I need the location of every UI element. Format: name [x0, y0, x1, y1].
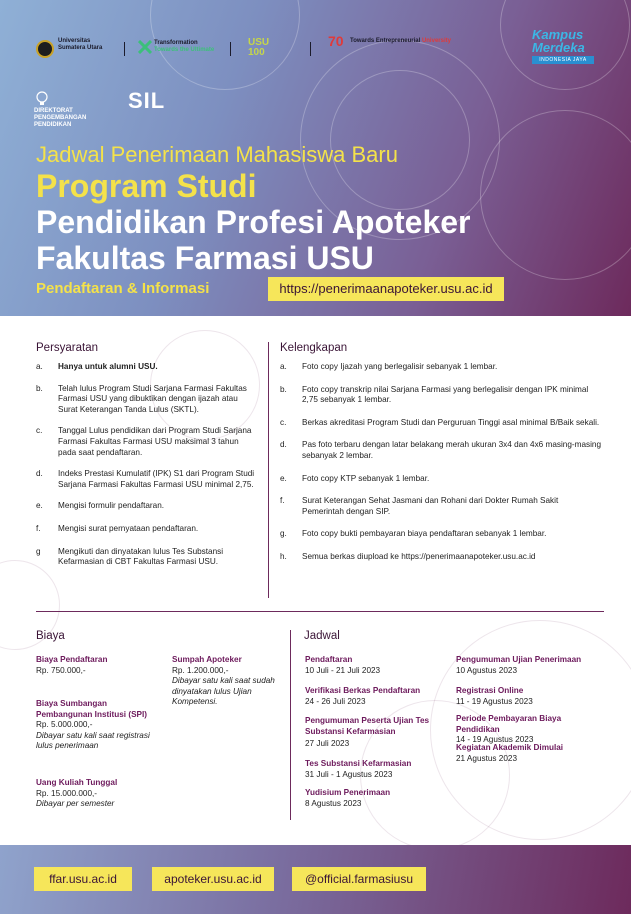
biaya-ukt: Uang Kuliah Tunggal Rp. 15.000.000,- Dibayar per semester: [36, 778, 118, 809]
kelengkapan-list: [280, 362, 602, 563]
kelengkapan-title: Kelengkapan: [280, 342, 348, 354]
usu100-text: USU 100: [248, 37, 270, 58]
persyaratan-list: [36, 362, 258, 568]
registration-url-link[interactable]: https://penerimaanapoteker.usu.ac.id: [268, 277, 504, 301]
x-mark-icon: [138, 40, 152, 54]
biaya-title: Biaya: [36, 630, 65, 642]
usu-logo-line1: Universitas: [58, 38, 91, 44]
list-item: b. Telah lulus Program Studi Sarjana Farmasi Fakultas Farmasi USU yang dibuktikan dengan ijazah atau Surat Keterangan Tanda Lulus (SKTL).: [36, 383, 247, 414]
list-item: a. Foto copy Ijazah yang berlegalisir sebanyak 1 lembar.: [280, 362, 498, 371]
logo-divider: [124, 42, 125, 56]
usu-logo: [36, 38, 102, 52]
transformation-line2: Towards the Ultimate: [154, 47, 215, 53]
merdeka-text: Merdeka: [532, 40, 585, 55]
biaya-pendaftaran: Biaya Pendaftaran Rp. 750.000,-: [36, 655, 108, 675]
usu100-logo: [248, 38, 290, 58]
list-item: g. Foto copy bukti pembayaran biaya pendaftaran sebanyak 1 lembar.: [280, 529, 547, 539]
jadwal-item: Kegiatan Akademik Dimulai 21 Agustus 2023: [456, 743, 564, 763]
decorative-pattern: [480, 110, 631, 280]
list-item: g Mengikuti dan dinyatakan lulus Tes Substansi Kefarmasian di CBT Fakultas Farmasi USU.: [36, 546, 224, 567]
list-item: e. Mengisi formulir pendaftaran.: [36, 501, 165, 511]
transformation-line1: Transformation: [154, 40, 198, 46]
persyaratan-section: [36, 342, 258, 568]
list-item: d. Indeks Prestasi Kumulatif (IPK) S1 dari Program Studi Sarjana Farmasi Fakultas Farmasi USU minimal 2,75.: [36, 469, 255, 489]
list-item: c. Tanggal Lulus pendidikan dari Program Studi Sarjana Farmasi Fakultas Farmasi USU maksimal 3 tahun pada saat pendaftaran.: [36, 426, 252, 457]
apoteker-link[interactable]: apoteker.usu.ac.id: [152, 867, 274, 891]
list-item: e. Foto copy KTP sebanyak 1 lembar.: [280, 473, 430, 483]
column-divider: [290, 630, 291, 820]
jadwal-item: Pengumuman Peserta Ujian Tes Substansi Kefarmasian 27 Juli 2023: [305, 716, 430, 749]
title-profesi-apoteker: Pendidikan Profesi Apoteker: [36, 204, 471, 240]
lightbulb-icon: [34, 90, 50, 106]
jadwal-item: Periode Pembayaran Biaya Pendidikan 14 - 19 Agustus 2023: [456, 714, 562, 745]
dpp-logo: [34, 90, 86, 129]
jadwal-item: Yudisium Penerimaan 8 Agustus 2023: [305, 788, 391, 808]
title-program-studi: Program Studi: [36, 168, 257, 204]
kampus-merdeka-logo: [532, 28, 602, 68]
jadwal-item: Tes Substansi Kefarmasian 31 Juli - 1 Agustus 2023: [305, 759, 412, 779]
header-subtitle: Jadwal Penerimaan Mahasiswa Baru: [36, 142, 398, 167]
list-item: f. Surat Keterangan Sehat Jasmani dan Rohani dari Dokter Rumah Sakit Pemerintah dengan SIP.: [280, 496, 559, 516]
seventy-mark-icon: 70: [328, 33, 344, 49]
list-item: h. Semua berkas diupload ke https://penerimaanapoteker.usu.ac.id: [280, 551, 536, 561]
sil-text: SIL: [128, 88, 166, 113]
jadwal-title: Jadwal: [304, 630, 340, 642]
jadwal-item: Pendaftaran 10 Juli - 21 Juli 2023: [305, 655, 381, 675]
dpp-line1: DIREKTORAT: [34, 108, 73, 114]
seventy-line2: Entrepreneurial: [375, 38, 421, 44]
seventy-logo: [328, 33, 451, 49]
list-item: d. Pas foto terbaru dengan latar belakang merah ukuran 3x4 dan 4x6 masing-masing sebanyak 2 lembar.: [280, 440, 602, 460]
logo-divider: [310, 42, 311, 56]
kampus-text: Kampus: [532, 27, 584, 42]
jadwal-item: Pengumuman Ujian Penerimaan 10 Agustus 2023: [456, 655, 582, 675]
list-item: b. Foto copy transkrip nilai Sarjana Farmasi yang berlegalisir dengan IPK minimal 2,75 sebanyak 1 lembar.: [280, 384, 589, 405]
seventy-line1: Towards: [350, 38, 375, 44]
section-divider: [36, 611, 604, 612]
list-item: a. Hanya untuk alumni USU.: [36, 362, 158, 371]
biaya-spi: Biaya Sumbangan Pembangunan Institusi (SPI) Rp. 5.000.000,- Dibayar satu kali saat registrasi lulus penerimaan: [36, 699, 150, 751]
jadwal-section: [304, 630, 340, 642]
column-divider: [268, 342, 269, 598]
transformation-logo: [138, 40, 214, 54]
decorative-pattern: [330, 70, 470, 210]
biaya-sumpah: Sumpah Apoteker Rp. 1.200.000,- Dibayar satu kali saat sudah dinyatakan lulus Ujian Kompetensi.: [172, 655, 275, 707]
list-item: c. Berkas akreditasi Program Studi dan Perguruan Tinggi asal minimal B/Baik sekali.: [280, 417, 600, 427]
dpp-line3: PENDIDIKAN: [34, 122, 72, 128]
list-item: f. Mengisi surat pernyataan pendaftaran.: [36, 523, 199, 533]
persyaratan-title: Persyaratan: [36, 342, 99, 354]
footer-banner: [0, 845, 631, 914]
jadwal-item: Registrasi Online 11 - 19 Agustus 2023: [456, 686, 533, 706]
seventy-line3: University: [421, 38, 451, 44]
title-fakultas-farmasi: Fakultas Farmasi USU: [36, 240, 374, 276]
website-link[interactable]: ffar.usu.ac.id: [34, 867, 132, 891]
header-banner: [0, 0, 631, 316]
kelengkapan-section: [280, 342, 602, 563]
indonesia-jaya-text: INDONESIA JAYA: [532, 56, 594, 64]
registration-label: Pendaftaran & Informasi: [36, 280, 210, 297]
sil-logo: [128, 88, 165, 114]
logo-divider: [230, 42, 231, 56]
usu-seal-icon: [36, 40, 54, 58]
instagram-link[interactable]: @official.farmasiusu: [292, 867, 426, 891]
jadwal-item: Verifikasi Berkas Pendaftaran 24 - 26 Juli 2023: [305, 686, 421, 706]
usu-logo-line2: Sumatera Utara: [58, 45, 103, 51]
dpp-line2: PENGEMBANGAN: [34, 115, 87, 121]
